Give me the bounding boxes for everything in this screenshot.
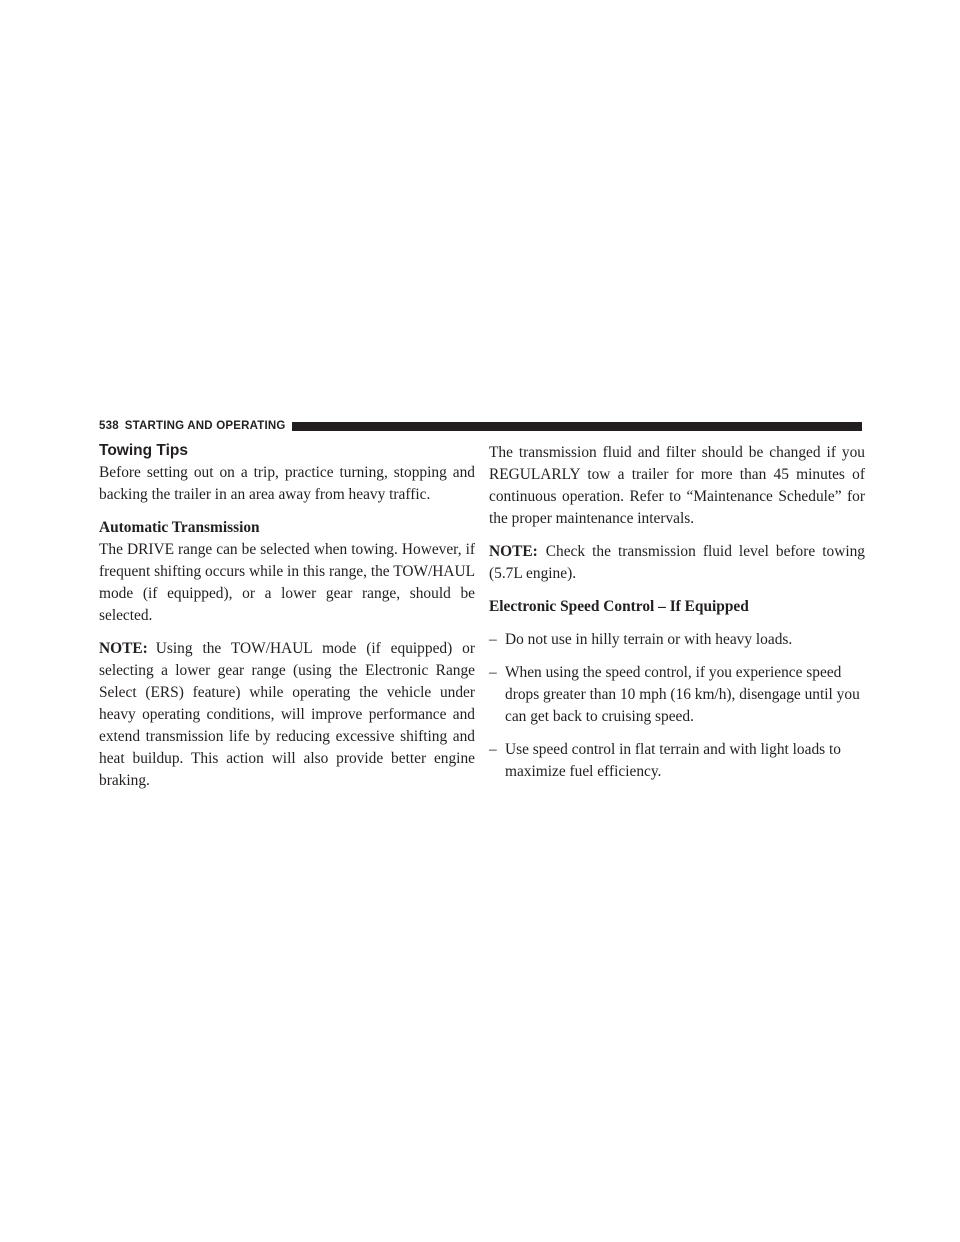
right-column [489, 442, 865, 794]
list-item [489, 629, 865, 651]
towhaul-note [99, 638, 475, 792]
list-item [489, 662, 865, 728]
section-title: STARTING AND OPERATING [124, 420, 286, 432]
dash-bullet: – [489, 664, 497, 681]
list-item-text: Use speed control in flat terrain and with light loads to maximize fuel efficiency. [505, 741, 841, 780]
speed-control-list [489, 629, 865, 783]
automatic-transmission-body: The DRIVE range can be selected when towing. However, if frequent shifting occurs while in this range, the TOW/HAUL mode (if equipped), or a lower gear range, should be selected. [99, 541, 475, 624]
page-number: 538 [99, 420, 119, 432]
note-label: NOTE: [99, 640, 148, 657]
page-header [99, 419, 862, 433]
fluid-level-note [489, 541, 865, 585]
note-label: NOTE: [489, 543, 538, 560]
dash-bullet: – [489, 741, 497, 758]
speed-control-heading: Electronic Speed Control – If Equipped [489, 598, 749, 615]
note-text: Check the transmission fluid level before towing (5.7L engine). [489, 543, 865, 582]
left-column [99, 442, 475, 803]
list-item [489, 739, 865, 783]
list-item-text: When using the speed control, if you experience speed drops greater than 10 mph (16 km/h), disengage until you can get back to cruising speed. [505, 664, 860, 725]
automatic-transmission-heading: Automatic Transmission [99, 519, 260, 536]
fluid-change-paragraph: The transmission fluid and filter should be changed if you REGULARLY tow a trailer for more than 45 minutes of continuous operation. Refer to “Maintenance Schedule” for the proper maintenance intervals. [489, 444, 865, 527]
note-text: Using the TOW/HAUL mode (if equipped) or selecting a lower gear range (using the Electronic Range Select (ERS) feature) while operating the vehicle under heavy operating conditions, will improve performance and extend transmission life by reducing excessive shifting and heat buildup. This action will also provide better engine braking. [99, 640, 475, 789]
towing-tips-intro: Before setting out on a trip, practice turning, stopping and backing the trailer in an area away from heavy traffic. [99, 464, 475, 503]
dash-bullet: – [489, 631, 497, 648]
header-rule [292, 422, 862, 431]
list-item-text: Do not use in hilly terrain or with heavy loads. [505, 631, 793, 648]
towing-tips-heading: Towing Tips [99, 442, 188, 459]
